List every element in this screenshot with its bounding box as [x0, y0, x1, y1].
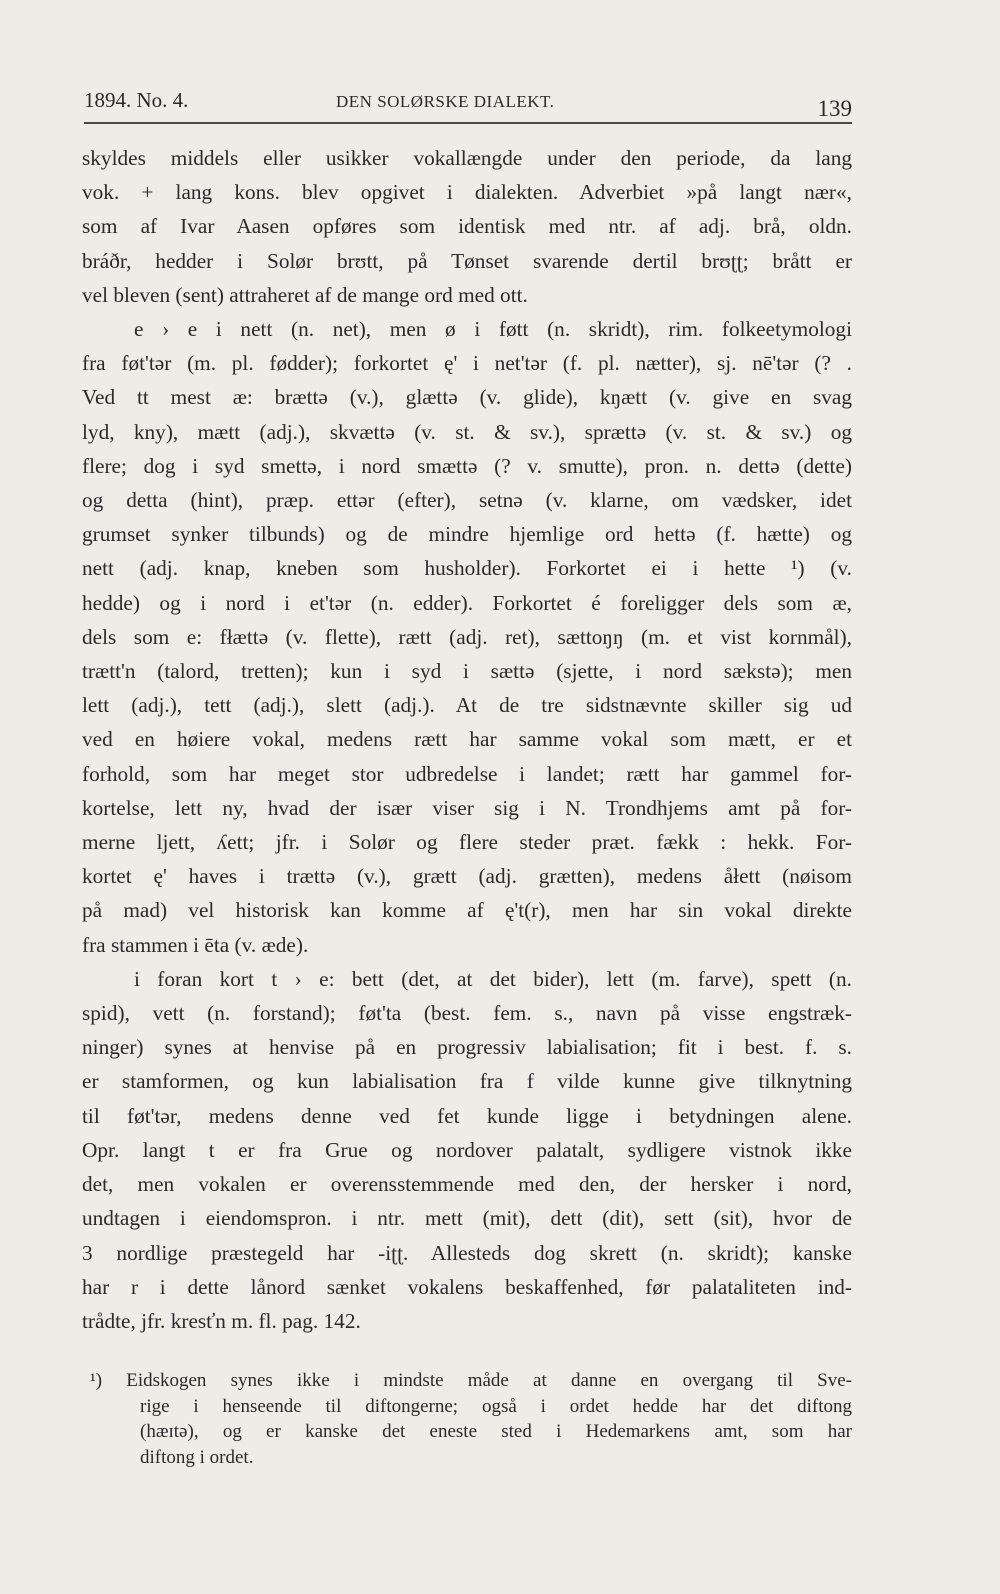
text-line: hedde) og i nord i et'tər (n. edder). Forkortet é foreligger dels som æ, [82, 590, 852, 615]
footnote-line: ¹) Eidskogen synes ikke i mindste måde at danne en overgang til Sve- [90, 1370, 852, 1391]
text-line: spid), vett (n. forstand); føt'ta (best. fem. s., navn på visse engstræk- [82, 1001, 852, 1026]
text-line: kortet ę' haves i trættə (v.), grætt (adj. grætten), medens åłett (nøisom [82, 864, 852, 889]
text-line: e › e i nett (n. net), men ø i føtt (n. skridt), rim. folkeetymologi [134, 317, 852, 342]
page-number: 139 [817, 96, 852, 121]
text-line: fra stammen i ēta (v. æde). [82, 932, 309, 957]
text-line: kortelse, lett ny, hvad der især viser sig i N. Trondhjems amt på for- [82, 795, 852, 820]
text-line: lett (adj.), tett (adj.), slett (adj.). At de tre sidstnævnte skiller sig ud [82, 693, 852, 718]
footnotes [82, 1368, 852, 1470]
text-line: bráðr, hedder i Solør brʊtt, på Tønset svarende dertil brʊʈʈ; brått er [82, 248, 852, 273]
running-header [84, 82, 852, 124]
text-line: vel bleven (sent) attraheret af de mange ord med ott. [82, 282, 528, 307]
text-line: Opr. langt t er fra Grue og nordover palatalt, sydligere vistnok ikke [82, 1137, 852, 1162]
text-line: trådte, jfr. kresťn m. fl. pag. 142. [82, 1308, 361, 1333]
text-line: forhold, som har meget stor udbredelse i landet; rætt har gammel for- [82, 761, 852, 786]
text-line: grumset synker tilbunds) og de mindre hjemlige ord hettə (f. hætte) og [82, 522, 852, 547]
text-line: trætt'n (talord, tretten); kun i syd i sættə (sjette, i nord sækstə); men [82, 659, 852, 684]
text-line: vok. + lang kons. blev opgivet i dialekten. Adverbiet »på langt nær«, [82, 180, 852, 205]
footnote-line: diftong i ordet. [140, 1446, 254, 1468]
footnote-line: rige i henseende til diftongerne; også i ordet hedde har det diftong [140, 1395, 852, 1417]
text-line: som af Ivar Aasen opføres som identisk med ntr. af adj. brå, oldn. [82, 214, 852, 239]
footnote-line: (hæɪtə), og er kanske det eneste sted i Hedemarkens amt, som har [140, 1421, 852, 1442]
text-line: fra føt'tər (m. pl. fødder); forkortet ę' i net'tər (f. pl. nætter), sj. nē'tər (? . [82, 351, 852, 376]
text-line: merne ljett, ʎett; jfr. i Solør og flere steder præt. fækk : hekk. For- [82, 830, 852, 855]
text-line: det, men vokalen er overensstemmende med den, der hersker i nord, [82, 1172, 852, 1197]
text-line: på mad) vel historisk kan komme af ę't(r), men har sin vokal direkte [82, 898, 852, 923]
text-line: og detta (hint), præp. ettər (efter), setnə (v. klarne, om vædsker, idet [82, 488, 852, 513]
text-line: nett (adj. knap, kneben som husholder). Forkortet ei i hette ¹) (v. [82, 556, 852, 581]
text-line: undtagen i eiendomspron. i ntr. mett (mit), dett (dit), sett (sit), hvor de [82, 1206, 852, 1231]
text-line: til føt'tər, medens denne ved fet kunde ligge i betydningen alene. [82, 1103, 852, 1128]
header-issue: 1894. No. 4. [84, 88, 189, 112]
text-line: dels som e: fłættə (v. flette), rætt (adj. ret), sættoŋŋ (m. et vist kornmål), [82, 624, 852, 649]
text-line: skyldes middels eller usikker vokallængde under den periode, da lang [82, 146, 852, 170]
text-line: har r i dette lånord sænket vokalens beskaffenhed, før palataliteten ind- [82, 1274, 852, 1299]
text-line: flere; dog i syd smettə, i nord smættə (? v. smutte), pron. n. dettə (dette) [82, 453, 852, 478]
body-text [82, 141, 852, 1338]
text-line: i foran kort t › e: bett (det, at det bider), lett (m. farve), spett (n. [134, 966, 852, 991]
header-title: DEN SOLØRSKE DIALEKT. [336, 92, 555, 111]
text-line: er stamformen, og kun labialisation fra f vilde kunne give tilknytning [82, 1069, 852, 1094]
text-line: ved en høiere vokal, medens rætt har samme vokal som mætt, er et [82, 727, 852, 752]
text-line: lyd, kny), mætt (adj.), skvættə (v. st. & sv.), sprættə (v. st. & sv.) og [82, 419, 852, 444]
text-line: Ved tt mest æ: brættə (v.), glættə (v. glide), kŋætt (v. give en svag [82, 385, 852, 410]
text-line: 3 nordlige præstegeld har -iʈʈ. Allesteds dog skrett (n. skridt); kanske [82, 1240, 852, 1265]
text-line: ninger) synes at henvise på en progressiv labialisation; fit i best. f. s. [82, 1035, 852, 1060]
